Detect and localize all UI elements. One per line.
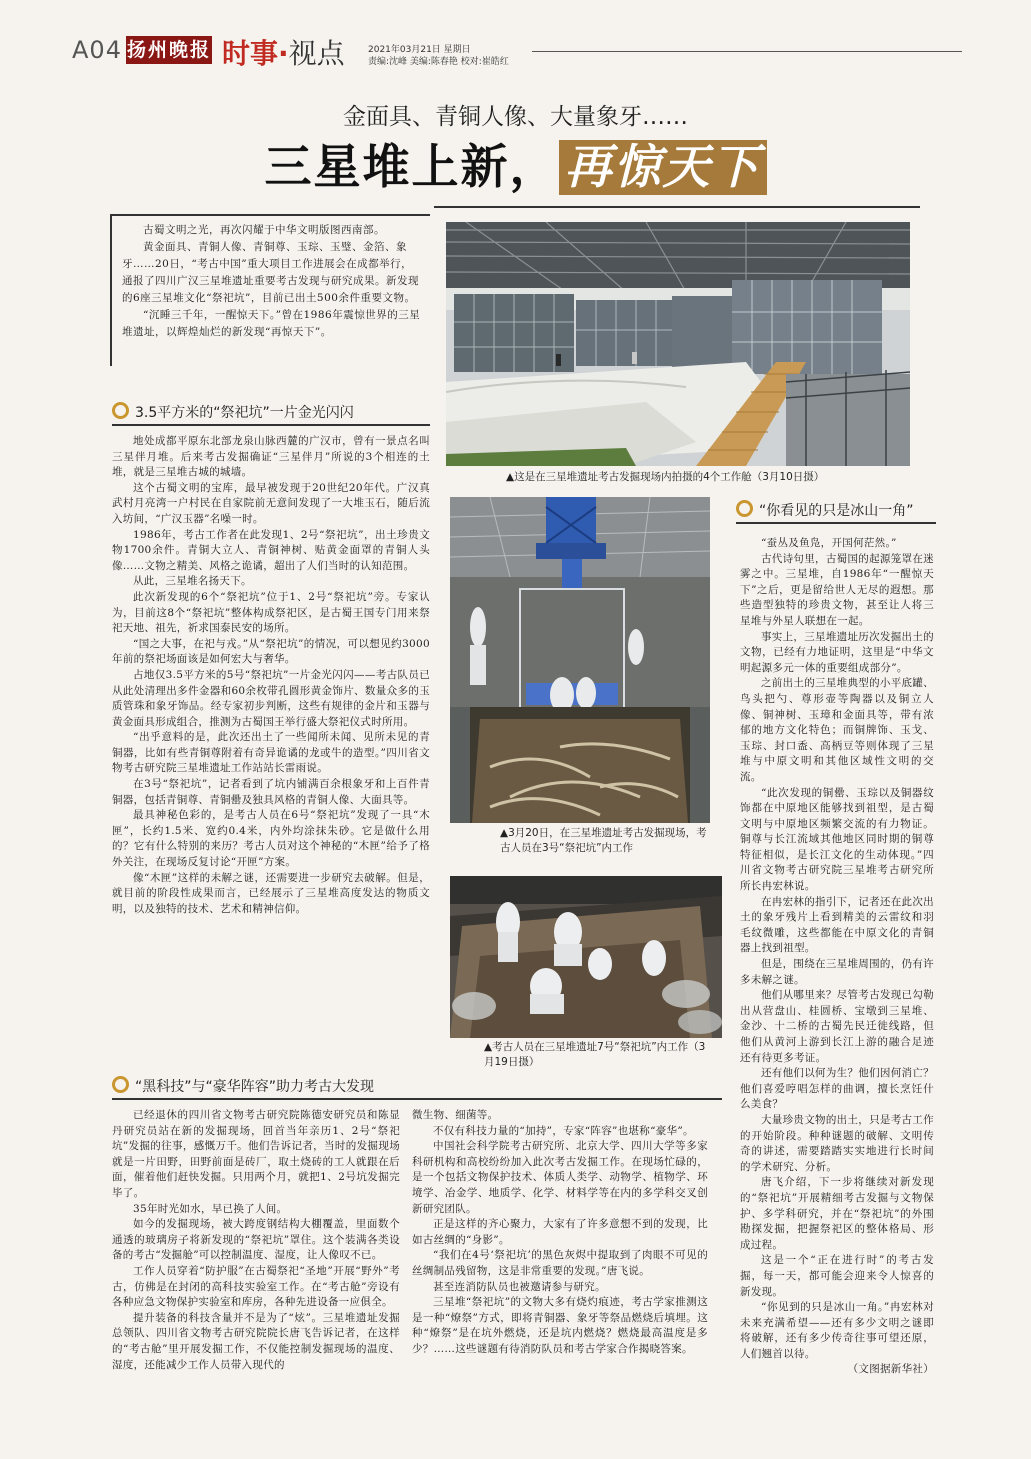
body-paragraph: 此次新发现的6个“祭祀坑”位于1、2号“祭祀坑”旁。专家认为，目前这8个“祭祀坑”整体构成祭祀区，是古蜀王国专门用来祭祀天地、祖先，祈求国泰民安的场所。 xyxy=(112,590,430,635)
section-2-body-col2 xyxy=(412,1108,708,1358)
body-paragraph: 如今的发掘现场，被大跨度钢结构大棚覆盖，里面数个通透的玻璃房子将新发现的“祭祀坑”罩住。这个装满各类设备的考古“发掘舱”可以控制温度、湿度，让人像叹不已。 xyxy=(112,1218,400,1262)
body-paragraph: 在3号“祭祀坑”，记者看到了坑内铺满百余根象牙和上百件青铜器，包括青铜尊、青铜罍及独具风格的青铜人像、大面具等。 xyxy=(112,778,430,806)
section-2-rule xyxy=(112,1098,722,1100)
body-paragraph: 古代诗句里，古蜀国的起源笼罩在迷雾之中。三星堆，自1986年“一醒惊天下”之后，更是留给世人无尽的遐想。那些造型独特的珍贵文物，甚至让人将三星堆与外星人联想在一起。 xyxy=(740,552,934,627)
photo-pit-7 xyxy=(450,876,722,1038)
body-paragraph: 这是一个“正在进行时”的考古发掘，每一天，都可能会迎来令人惊喜的新发现。 xyxy=(740,1254,934,1298)
section-sub: 视点 xyxy=(288,37,345,70)
ring-bullet-icon xyxy=(112,1076,129,1093)
headline-part-b: 再惊天下 xyxy=(559,140,767,195)
lead-paragraph: 黄金面具、青铜人像、青铜尊、玉琮、玉璧、金箔、象牙……20日，“考古中国”重大项目工作进展会在成都举行，通报了四川广汉三星堆遗址重要考古发现与研究成果。新发现的6座三星堆文化“祭祀坑”，目前已出土500余件重要文物。 xyxy=(122,241,419,304)
body-paragraph: 不仅有科技力量的“加持”，专家“阵容”也堪称“豪华”。 xyxy=(433,1124,694,1137)
section-title xyxy=(222,32,345,72)
section-1-rule xyxy=(112,424,430,426)
issue-date: 2021年03月21日 星期日 xyxy=(368,45,471,55)
section-3-rule xyxy=(736,522,936,524)
body-paragraph: “你见到的只是冰山一角。”冉宏林对未来充满希望——还有多少文明之谜即将破解，还有多少传奇往事可望还原，人们翘首以待。 xyxy=(740,1301,934,1360)
lead-top-rule xyxy=(110,214,430,216)
body-paragraph: 但是，围绕在三星堆周围的，仍有许多未解之谜。 xyxy=(740,958,934,986)
newspaper-logo: 扬州晚报 xyxy=(126,36,212,64)
header-divider xyxy=(532,51,962,52)
section-3-title: “你看见的只是冰山一角” xyxy=(759,503,914,519)
body-paragraph: 1986年，考古工作者在此发现1、2号“祭祀坑”，出土珍贵文物1700余件。青铜大立人、青铜神树、贴黄金面罩的青铜人头像……文物之精美、风格之诡谲，超出了人们当时的认知范围。 xyxy=(112,528,430,572)
body-paragraph: 最具神秘色彩的，是考古人员在6号“祭祀坑”发现了一具“木匣”，长约1.5米、宽约0.4米，内外均涂抹朱砂。它是做什么用的？它有什么特别的来历？考古人员对这个神秘的“木匣”给予了格外关注，在现场反复讨论“开匣”方案。 xyxy=(112,809,430,869)
body-paragraph: 唐飞介绍，下一步将继续对新发现的“祭祀坑”开展精细考古发掘与文物保护、多学科研究，并在“祭祀坑”的外围勘探发掘，把握祭祀区的整体格局、形成过程。 xyxy=(740,1176,934,1251)
pit-7-image xyxy=(450,876,722,1038)
lead-paragraph: 古蜀文明之光，再次闪耀于中华文明版图西南部。 xyxy=(143,224,385,236)
section-1-heading xyxy=(112,402,354,422)
page-number: A04 xyxy=(72,36,122,64)
section-2-heading xyxy=(112,1076,374,1096)
ring-bullet-icon xyxy=(112,402,129,419)
lead-paragraphs xyxy=(122,222,422,341)
section-2-title: “黑科技”与“豪华阵容”助力考古大发现 xyxy=(135,1079,375,1095)
section-main: 时事 xyxy=(222,37,279,70)
source-credit: （文图据新华社） xyxy=(847,1363,934,1376)
body-paragraph: 地处成都平原东北部龙泉山脉西麓的广汉市，曾有一景点名叫三星伴月堆。后来考古发掘确证“三星伴月”所说的3个相连的土堆，就是三星堆古城的城墙。 xyxy=(112,435,430,479)
photo-1-caption: ▲这是在三星堆遗址考古发掘现场内拍摄的4个工作舱（3月10日摄） xyxy=(506,471,825,483)
editor-credits: 责编:沈峰 美编:陈春艳 校对:崔皓红 xyxy=(368,57,509,67)
body-paragraph: 35年时光如水，早已换了人间。 xyxy=(133,1202,288,1215)
body-paragraph: “国之大事，在祀与戎。”从“祭祀坑”的情况，可以想见约3000年前的祭祀场面该是如何宏大与奢华。 xyxy=(112,637,430,666)
photo-work-cabins xyxy=(446,222,910,466)
section-1-title: 3.5平方米的“祭祀坑”一片金光闪闪 xyxy=(135,405,354,421)
body-paragraph: 三星堆“祭祀坑”的文物大多有烧灼痕迹，考古学家推测这是一种“燎祭”方式，即将青铜器、象牙等祭品燃烧后填埋。这种“燎祭”是在坑外燃烧，还是坑内燃烧？燃烧最高温度是多少？……这些谜题有待消防队员和考古学家合作揭晓答案。 xyxy=(412,1296,708,1355)
kicker-headline: 金面具、青铜人像、大量象牙…… xyxy=(343,104,688,130)
headline-part-a: 三星堆上新， xyxy=(264,140,559,195)
work-cabins-image xyxy=(446,222,910,466)
photo-pit-3 xyxy=(450,497,710,823)
lead-paragraph: “沉睡三千年，一醒惊天下。”曾在1986年震惊世界的三星堆遗址，以辉煌灿烂的新发现“再惊天下”。 xyxy=(122,309,421,338)
main-headline xyxy=(0,130,1031,197)
body-paragraph: 之前出土的三星堆典型的小平底罐、鸟头把勺、尊形壶等陶器以及铜立人像、铜神树、玉璋和金面具等，带有浓郁的地方文化特色；而铜牌饰、玉戈、玉琮、封口盉、高柄豆等则体现了三星堆与中原文明和其他区域性文明的交流。 xyxy=(740,677,934,783)
photo-3-caption: ▲考古人员在三星堆遗址7号“祭祀坑”内工作（3月19日摄） xyxy=(484,1041,706,1068)
ring-bullet-icon xyxy=(736,500,753,517)
body-paragraph: “此次发现的铜罍、玉琮以及铜器纹饰都在中原地区能够找到祖型，是古蜀文明与中原地区频繁交流的有力物证。铜尊与长江流域其他地区同时期的铜尊特征相似，是长江文化的生动体现。”四川省文物考古研究院三星堆考古研究所所长冉宏林说。 xyxy=(740,786,934,893)
section-dot: · xyxy=(278,37,289,70)
body-paragraph: 他们从哪里来？尽管考古发现已勾勒出从营盘山、桂圆桥、宝墩到三星堆、金沙、十二桥的古蜀先民迁徙线路，但他们从黄河上游到长江上游的融合足迹还有待更多考证。 xyxy=(740,989,934,1064)
photo-1-top-rule xyxy=(434,206,920,208)
body-paragraph: 正是这样的齐心聚力，大家有了许多意想不到的发现，比如古丝绸的“身影”。 xyxy=(412,1218,708,1246)
body-paragraph: 已经退休的四川省文物考古研究院陈德安研究员和陈显丹研究员站在新的发掘现场，回首当年亲历1、2号“祭祀坑”发掘的往事，感慨万千。他们告诉记者，当时的发掘现场就是一片田野，田野前面是砖厂，取土烧砖的工人就跟在后面，催着他们赶快发掘。只用两个月，就把1、2号坑发掘完毕了。 xyxy=(112,1109,400,1199)
body-paragraph: 占地仅3.5平方米的5号“祭祀坑”一片金光闪闪——考古队员已从此处清理出多件金器和60余枚带孔圆形黄金饰片、数量众多的玉质管珠和象牙饰品。经专家初步判断，这些有规律的金片和玉器与黄金面具形成组合，推测为古蜀国王举行盛大祭祀仪式时所用。 xyxy=(112,668,430,728)
body-paragraph: 提升装备的科技含量并不是为了“炫”。三星堆遗址发掘总领队、四川省文物考古研究院院长唐飞告诉记者，在这样的“考古舱”里开展发掘工作，不仅能控制发掘现场的温度、湿度，还能减少工作人员带入现代的 xyxy=(112,1311,400,1371)
section-2-body-col1 xyxy=(112,1108,400,1373)
pit-3-image xyxy=(450,497,710,823)
body-paragraph: 还有他们以何为生？他们因何消亡？他们喜爱哼唱怎样的曲调，擅长烹饪什么美食？ xyxy=(740,1067,934,1111)
body-paragraph: 事实上，三星堆遗址历次发掘出土的文物，已经有力地证明，这里是“中华文明起源多元一体的重要组成部分”。 xyxy=(740,630,934,674)
section-3-heading xyxy=(736,500,914,520)
body-paragraph: “我们在4号‘祭祀坑’的黑色灰烬中提取到了肉眼不可见的丝绸制品残留物，这是非常重要的发现。”唐飞说。 xyxy=(412,1249,708,1277)
body-paragraph: 在冉宏林的指引下，记者还在此次出土的象牙残片上看到精美的云雷纹和羽毛纹微雕，这些都能在中原文化的青铜器上找到祖型。 xyxy=(740,895,934,955)
body-paragraph: 大量珍贵文物的出土，只是考古工作的开始阶段。种种谜题的破解、文明传奇的讲述，需要踏踏实实地进行长时间的学术研究、分析。 xyxy=(740,1113,934,1173)
body-paragraph: 甚至连消防队员也被邀请参与研究。 xyxy=(433,1280,606,1293)
lead-left-rule xyxy=(110,214,112,366)
body-paragraph: 像“木匣”这样的未解之谜，还需要进一步研究去破解。但是，就目前的阶段性成果而言，已经展示了三星堆高度发达的物质文明，以及独特的技术、艺术和精神信仰。 xyxy=(112,871,430,915)
photo-2-caption: ▲3月20日，在三星堆遗址考古发掘现场，考古人员在3号“祭祀坑”内工作 xyxy=(500,827,707,854)
body-paragraph: 中国社会科学院考古研究所、北京大学、四川大学等多家科研机构和高校纷纷加入此次考古发掘工作。在现场忙碌的，是一个包括文物保护技术、体质人类学、动物学、植物学、环境学、冶金学、地质学、化学、材料学等在内的多学科交叉创新研究团队。 xyxy=(412,1140,708,1215)
section-1-body xyxy=(112,434,430,917)
body-paragraph: 工作人员穿着“防护服”在古蜀祭祀“圣地”开展“野外”考古，仿佛是在封闭的高科技实验室工作。在“考古舱”旁设有各种应急文物保护实验室和库房，各种先进设备一应俱全。 xyxy=(112,1264,400,1309)
section-3-body xyxy=(740,536,934,1378)
body-paragraph: 微生物、细菌等。 xyxy=(412,1109,499,1121)
body-paragraph: “出乎意料的是，此次还出土了一些闻所未闻、见所未见的青铜器，比如有些青铜尊附着有奇异诡谲的龙或牛的造型。”四川省文物考古研究院三星堆遗址工作站站长雷雨说。 xyxy=(112,731,430,775)
body-paragraph: 这个古蜀文明的宝库，最早被发现于20世纪20年代。广汉真武村月亮湾一户村民在自家院前无意间发现了一大堆玉石，随后流入坊间，“广汉玉器”名噪一时。 xyxy=(112,481,430,525)
body-paragraph: 从此，三星堆名扬天下。 xyxy=(133,575,252,588)
body-paragraph: “蚕丛及鱼凫，开国何茫然。” xyxy=(761,537,897,549)
